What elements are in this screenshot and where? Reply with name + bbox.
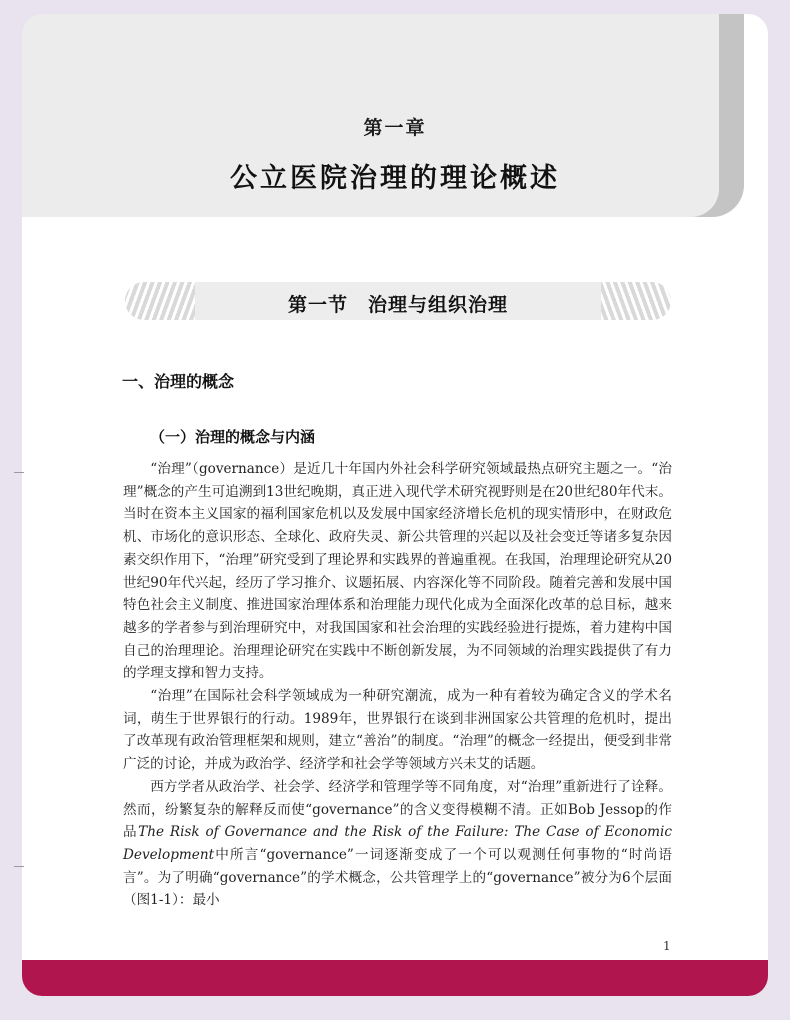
paragraph-1: “治理”（governance）是近几十年国内外社会科学研究领域最热点研究主题之一。“治理”概念的产生可追溯到13世纪晚期，真正进入现代学术研究视野则是在20世纪80年代末。当时在资本主义国家的福利国家危机以及发展中国家经济增长危机的现实情形中，在财政危机、市场化的意识形态、全球化、政府失灵、新公共管理的兴起以及社会变迁等诸多复杂因素交织作用下，“治理”研究受到了理论界和实践界的普遍重视。在我国，治理理论研究从20世纪90年代兴起，经历了学习推介、议题拓展、内容深化等不同阶段。随着完善和发展中国特色社会主义制度、推进国家治理体系和治理能力现代化成为全面深化改革的总目标，越来越多的学者参与到治理研究中，对我国国家和社会治理的实践经验进行提炼，着力建构中国自己的治理理论。治理理论研究在实践中不断创新发展，为不同领域的治理实践提供了有力的学理支撑和智力支持。	[123, 461, 672, 682]
section-title: 第一节 治理与组织治理	[287, 294, 508, 316]
margin-mark-top	[14, 472, 24, 473]
paragraph-3-before: 西方学者从政治学、社会学、经济学和管理学等不同角度，对“治理”重新进行了诠释。然而，纷繁复杂的解释反而使“governance”的含义变得模糊不清。正如Bob Jessop的作品	[123, 778, 672, 841]
paragraph-3	[123, 776, 672, 912]
paragraph-2: “治理”在国际社会科学领域成为一种研究潮流，成为一种有着较为确定含义的学术名词，萌生于世界银行的行动。1989年，世界银行在谈到非洲国家公共管理的危机时，提出了改革现有政治管理框架和规则，建立“善治”的制度。“治理”的概念一经提出，便受到非常广泛的讨论，并成为政治学、经济学和社会学等领域方兴未艾的话题。	[123, 688, 672, 773]
body-text	[123, 458, 672, 912]
footer-bar	[22, 960, 768, 996]
section-banner	[125, 282, 671, 320]
chapter-label: 第一章	[363, 117, 427, 139]
margin-mark-bottom	[14, 866, 24, 867]
paragraph-3-after: 中所言“governance”一词逐渐变成了一个可以观测任何事物的“时尚语言”。为了明确“governance”的学术概念，公共管理学上的“governance”被分为6个层面（图1-1）：最小	[123, 846, 672, 909]
chapter-title: 公立医院治理的理论概述	[230, 163, 560, 194]
page-number: 1	[663, 939, 671, 953]
heading-level-1: 一、治理的概念	[122, 372, 235, 391]
heading-level-2: （一）治理的概念与内涵	[150, 428, 316, 446]
book-page	[22, 14, 768, 996]
book-title-italic: The Risk of Governance and the Risk of the Failure: The Case of Economic Development	[123, 824, 672, 863]
